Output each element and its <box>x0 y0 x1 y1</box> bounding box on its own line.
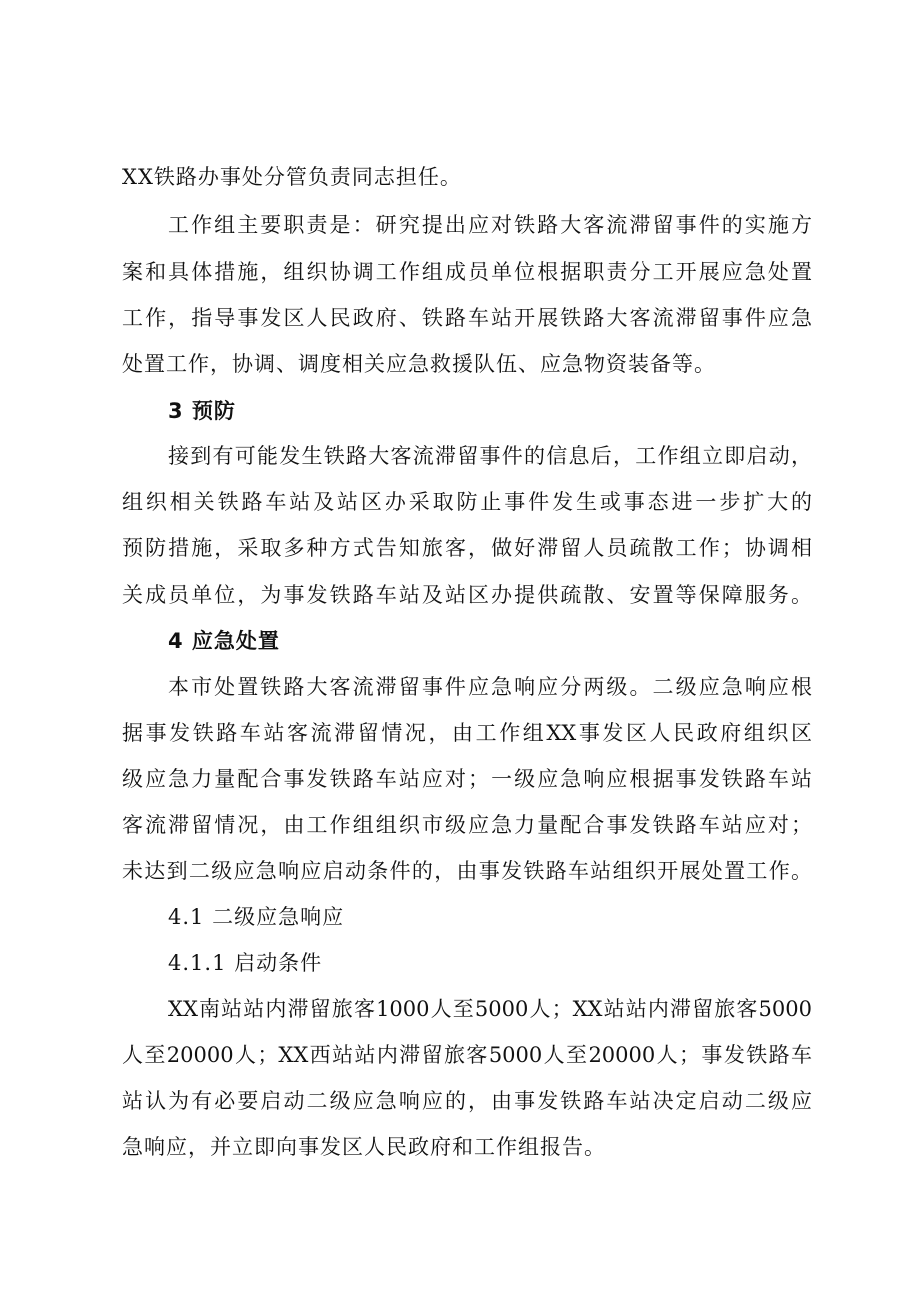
paragraph-line: 未达到二级应急响应启动条件的，由事发铁路车站组织开展处置工作。 <box>122 859 812 883</box>
paragraph-line: 处置工作，协调、调度相关应急救援队伍、应急物资装备等。 <box>122 352 716 376</box>
paragraph-line: 工作，指导事发区人民政府、铁路车站开展铁路大客流滞留事件应急 <box>122 306 812 330</box>
paragraph-line: 客流滞留情况，由工作组组织市级应急力量配合事发铁路车站应对； <box>122 813 812 837</box>
subsection-heading: 4.1.1 启动条件 <box>168 951 323 975</box>
paragraph-line: 预防措施，采取多种方式告知旅客，做好滞留人员疏散工作；协调相 <box>122 536 812 560</box>
paragraph-line: 据事发铁路车站客流滞留情况，由工作组XX事发区人民政府组织区 <box>122 721 812 745</box>
paragraph-line: 站认为有必要启动二级应急响应的，由事发铁路车站决定启动二级应 <box>122 1089 812 1113</box>
paragraph-line: 关成员单位，为事发铁路车站及站区办提供疏散、安置等保障服务。 <box>122 583 812 607</box>
paragraph-line: 工作组主要职责是：研究提出应对铁路大客流滞留事件的实施方 <box>168 213 812 237</box>
paragraph-line: 级应急力量配合事发铁路车站应对；一级应急响应根据事发铁路车站 <box>122 767 812 791</box>
section-heading: 4 应急处置 <box>168 629 280 653</box>
subsection-heading: 4.1 二级应急响应 <box>168 905 345 929</box>
paragraph-line: 组织相关铁路车站及站区办采取防止事件发生或事态进一步扩大的 <box>122 490 812 514</box>
paragraph-line: 本市处置铁路大客流滞留事件应急响应分两级。二级应急响应根 <box>168 675 812 699</box>
paragraph-line: 急响应，并立即向事发区人民政府和工作组报告。 <box>122 1135 606 1159</box>
paragraph-line: 案和具体措施，组织协调工作组成员单位根据职责分工开展应急处置 <box>122 260 812 284</box>
section-heading: 3 预防 <box>168 399 236 423</box>
paragraph-line: XX南站站内滞留旅客1000人至5000人；XX站站内滞留旅客5000 <box>168 997 812 1021</box>
paragraph-line: XX铁路办事处分管负责同志担任。 <box>122 165 462 189</box>
paragraph-line: 人至20000人；XX西站站内滞留旅客5000人至20000人；事发铁路车 <box>122 1043 812 1067</box>
paragraph-line: 接到有可能发生铁路大客流滞留事件的信息后，工作组立即启动， <box>168 444 812 468</box>
